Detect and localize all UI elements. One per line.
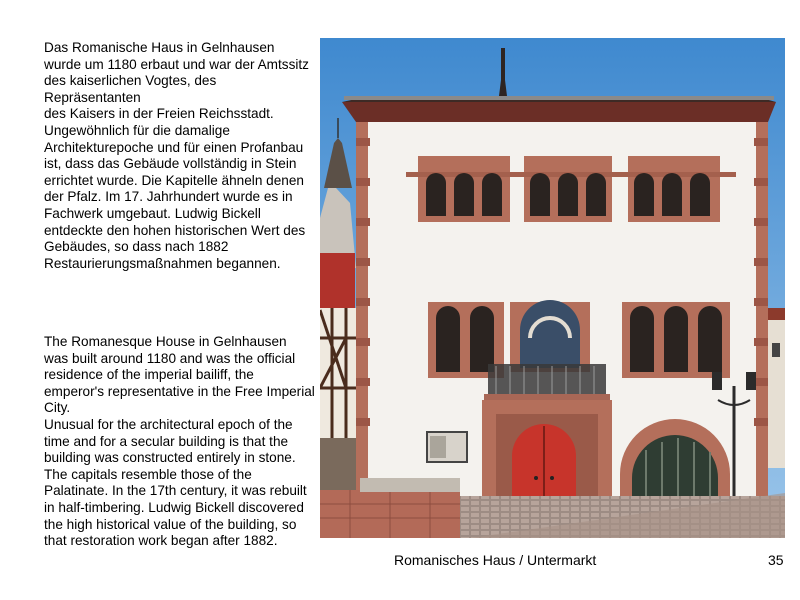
- building-photo: [320, 38, 785, 538]
- english-description: The Romanesque House in Gelnhausen was built around 1180 and was the official residence of the imperial bailiff, the emperor's representative in the Free Imperial City. Unusual for the architectural epoch of the time and for a secular building is that the building was constructed entirely in stone. The capitals resemble those of the Palatinate. In the 17th century, it was rebuilt in half-timbering. Ludwig Bickell discovered the high historical value of the building, so that restoration work began after 1882.: [44, 334, 315, 549]
- page-number: 35: [768, 552, 784, 568]
- german-description: Das Romanische Haus in Gelnhausen wurde um 1180 erbaut und war der Amtssitz des kaiserlichen Vogtes, des Repräsentanten des Kaisers in der Freien Reichsstadt. Ungewöhnlich für die damalige Architekturepoche und für einen Profanbau ist, dass das Gebäude vollständig in Stein errichtet wurde. Die Kapitelle ähneln denen der Pfalz. Im 17. Jahrhundert wurde es in Fachwerk umgebaut. Ludwig Bickell entdeckte den hohen historischen Wert des Gebäudes, so dass nach 1882 Restaurierungsmaßnahmen begannen.: [44, 40, 309, 271]
- photo-caption: Romanisches Haus / Untermarkt: [394, 552, 597, 568]
